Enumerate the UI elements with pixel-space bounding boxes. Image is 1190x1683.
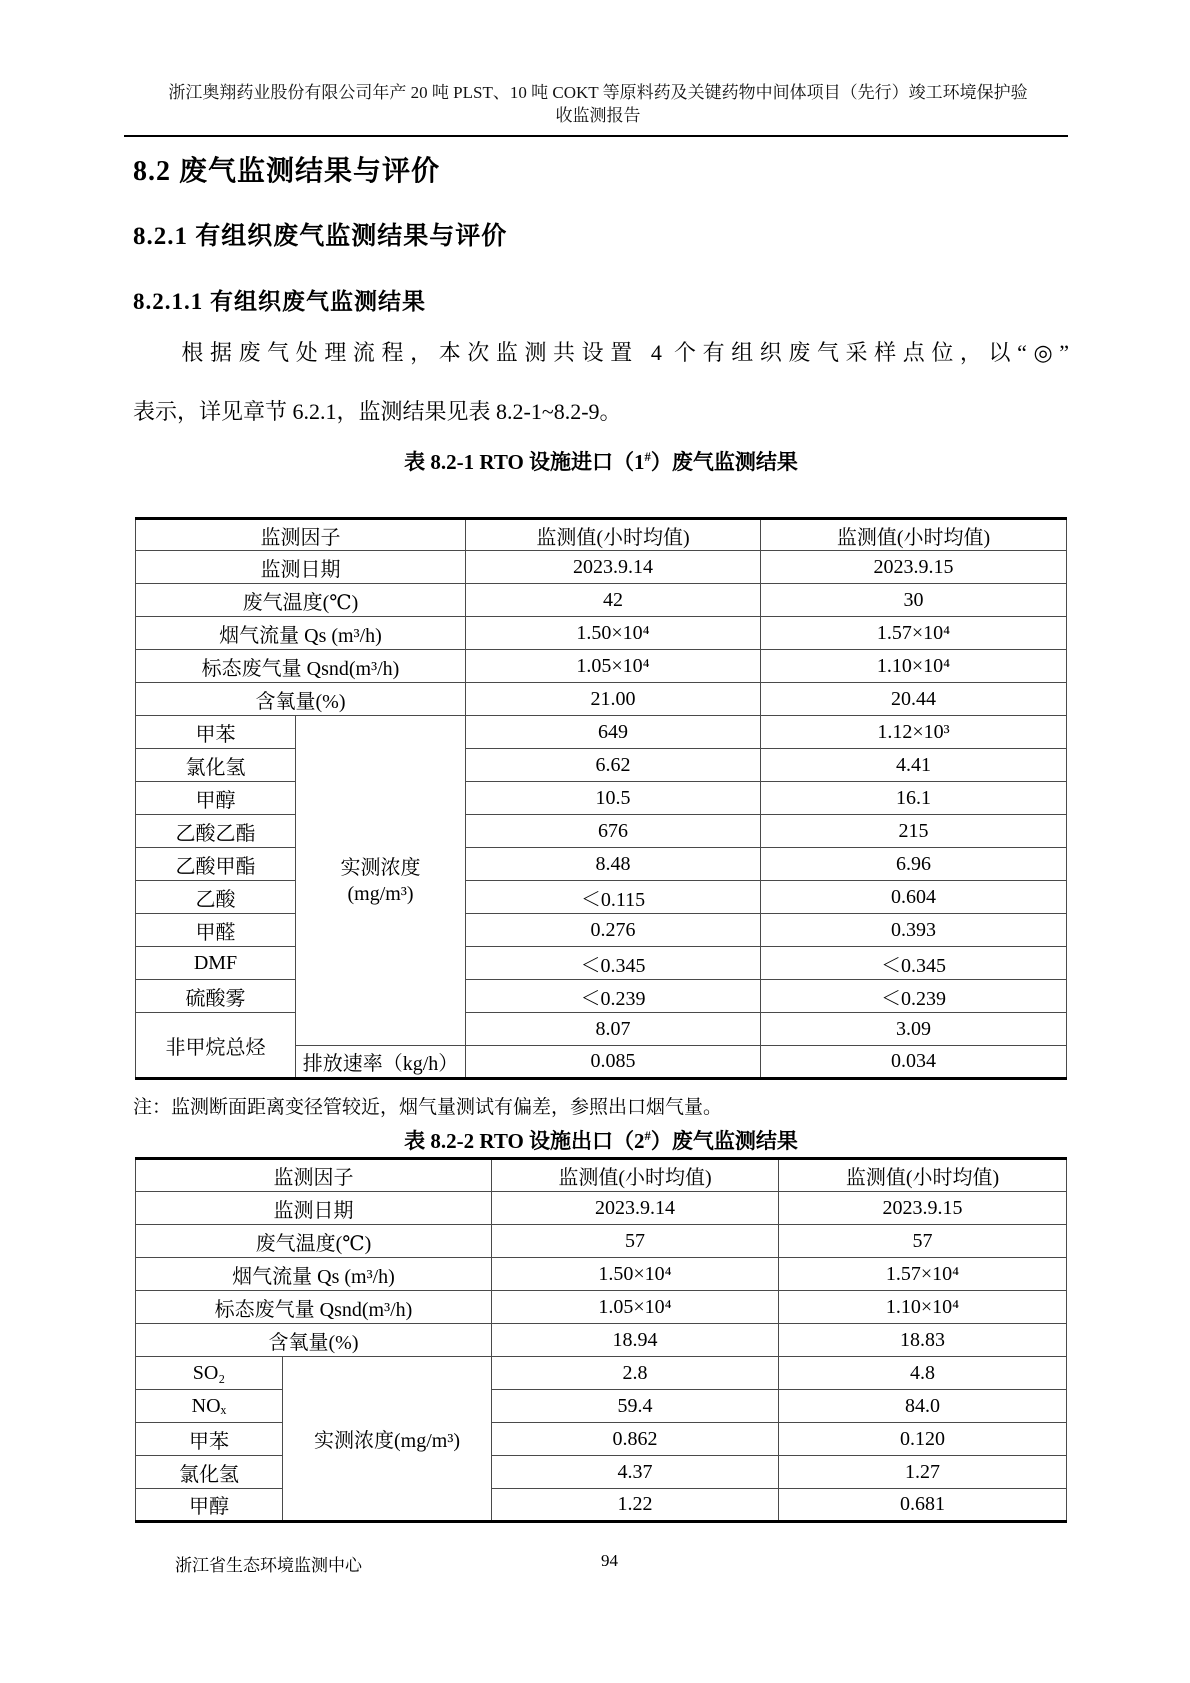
table-row [136,716,1067,749]
table-row [136,1357,1067,1390]
header-line-2: 收监测报告 [555,106,641,125]
table-row [136,519,1067,551]
cell-pollutant: SO₂ [136,1357,283,1390]
cell-value: 4.8 [779,1357,1067,1390]
cell-pollutant: 甲苯 [136,1423,283,1456]
cell-value: ＜0.115 [466,881,761,914]
table-row [136,1291,1067,1324]
cell-pollutant: 硫酸雾 [136,980,296,1013]
cell-pollutant: 甲醇 [136,1489,283,1522]
table-1-title-post: ）废气监测结果 [650,450,798,474]
table-row [136,815,1067,848]
column-header-factor: 监测因子 [136,1159,492,1192]
header-line-1: 浙江奥翔药业股份有限公司年产 20 吨 PLST、10 吨 COKT 等原料药及关键药物中间体项目（先行）竣工环境保护验 [168,83,1028,102]
cell-value: 1.05×10⁴ [492,1291,779,1324]
cell-value: 2023.9.15 [761,551,1067,584]
cell-value: 4.37 [492,1456,779,1489]
cell-pollutant: 甲苯 [136,716,296,749]
table-row [136,749,1067,782]
footer-organization: 浙江省生态环境监测中心 [175,1556,362,1575]
cell-value: 18.83 [779,1324,1067,1357]
cell-factor: 监测日期 [136,1192,492,1225]
cell-value: 1.05×10⁴ [466,650,761,683]
body-paragraph-line-2: 表示，详见章节 6.2.1，监测结果见表 8.2-1~8.2-9。 [133,399,622,424]
body-paragraph-line-1: 根据废气处理流程，本次监测共设置 4 个有组织废气采样点位，以“◎” [181,340,1069,365]
cell-pollutant: NOₓ [136,1390,283,1423]
concentration-label-line-2: (mg/m³) [347,882,414,905]
cell-value: 2023.9.15 [779,1192,1067,1225]
cell-pollutant-nmhc: 非甲烷总烃 [136,1013,296,1079]
table-1-note: 注：监测断面距离变径管较近，烟气量测试有偏差，参照出口烟气量。 [133,1097,723,1118]
cell-value: ＜0.345 [466,947,761,980]
cell-value: 2023.9.14 [492,1192,779,1225]
table-row [136,683,1067,716]
section-heading-8-2-1-1: 8.2.1.1 有组织废气监测结果 [133,289,426,314]
cell-measured-concentration-label: 实测浓度(mg/m³) [283,1357,492,1522]
table-row [136,1390,1067,1423]
cell-value: 0.276 [466,914,761,947]
cell-factor: 烟气流量 Qs (m³/h) [136,1258,492,1291]
table-1-title-pre: 表 8.2-1 RTO 设施进口（1 [404,450,645,474]
table-row [136,914,1067,947]
cell-value: 0.393 [761,914,1067,947]
table-row [136,1013,1067,1046]
cell-value: 6.96 [761,848,1067,881]
cell-value: 1.10×10⁴ [761,650,1067,683]
cell-value: ＜0.239 [761,980,1067,1013]
cell-value: 2.8 [492,1357,779,1390]
header-divider [124,135,1068,137]
table-row [136,584,1067,617]
cell-value: 84.0 [779,1390,1067,1423]
column-header-value-2: 监测值(小时均值) [761,519,1067,551]
cell-factor: 监测日期 [136,551,466,584]
cell-value: 1.12×10³ [761,716,1067,749]
table-row [136,782,1067,815]
cell-value: 1.57×10⁴ [779,1258,1067,1291]
cell-value: 1.50×10⁴ [492,1258,779,1291]
cell-pollutant: DMF [136,947,296,980]
cell-value: 57 [492,1225,779,1258]
table-rto-outlet-results [135,1157,1067,1523]
column-header-value-1: 监测值(小时均值) [466,519,761,551]
table-1-title [133,446,1069,476]
cell-pollutant: 乙酸甲酯 [136,848,296,881]
cell-value: 57 [779,1225,1067,1258]
cell-value: 30 [761,584,1067,617]
table-2-title-superscript: # [644,1129,651,1143]
table-row [136,617,1067,650]
table-row [136,1159,1067,1192]
table-row [136,848,1067,881]
cell-factor: 废气温度(℃) [136,584,466,617]
table-row [136,947,1067,980]
table-rto-inlet-results [135,517,1067,1080]
cell-value: ＜0.239 [466,980,761,1013]
table-row [136,650,1067,683]
table-2-title [133,1125,1069,1155]
cell-pollutant: 氯化氢 [136,1456,283,1489]
cell-value: 0.681 [779,1489,1067,1522]
cell-factor: 标态废气量 Qsnd(m³/h) [136,1291,492,1324]
table-row [136,1324,1067,1357]
table-row [136,1489,1067,1522]
cell-value: 59.4 [492,1390,779,1423]
cell-value: 649 [466,716,761,749]
table-2-title-post: ）废气监测结果 [650,1129,798,1153]
cell-value: 1.57×10⁴ [761,617,1067,650]
section-heading-8-2: 8.2 废气监测结果与评价 [133,156,441,187]
table-row [136,1192,1067,1225]
cell-emission-rate-label: 排放速率（kg/h） [296,1046,466,1079]
cell-value: 676 [466,815,761,848]
cell-value: ＜0.345 [761,947,1067,980]
cell-pollutant: 乙酸乙酯 [136,815,296,848]
cell-value: 1.50×10⁴ [466,617,761,650]
cell-value: 16.1 [761,782,1067,815]
table-row [136,980,1067,1013]
cell-value: 10.5 [466,782,761,815]
cell-factor: 烟气流量 Qs (m³/h) [136,617,466,650]
cell-value: 21.00 [466,683,761,716]
cell-value: 0.120 [779,1423,1067,1456]
cell-value: 8.48 [466,848,761,881]
cell-pollutant: 乙酸 [136,881,296,914]
cell-value: 20.44 [761,683,1067,716]
cell-value: 6.62 [466,749,761,782]
cell-pollutant: 甲醇 [136,782,296,815]
concentration-label-line-1: 实测浓度 [340,856,421,879]
cell-value: 0.034 [761,1046,1067,1079]
column-header-value-1: 监测值(小时均值) [492,1159,779,1192]
cell-value: 18.94 [492,1324,779,1357]
table-row [136,881,1067,914]
table-row [136,551,1067,584]
cell-factor: 废气温度(℃) [136,1225,492,1258]
cell-value: 0.085 [466,1046,761,1079]
cell-value: 4.41 [761,749,1067,782]
cell-value: 42 [466,584,761,617]
table-2-title-pre: 表 8.2-2 RTO 设施出口（2 [404,1129,645,1153]
cell-value: 0.862 [492,1423,779,1456]
cell-factor: 含氧量(%) [136,1324,492,1357]
table-row [136,1456,1067,1489]
column-header-value-2: 监测值(小时均值) [779,1159,1067,1192]
cell-value: 3.09 [761,1013,1067,1046]
cell-measured-concentration-label [296,716,466,1046]
document-header [128,81,1068,127]
table-row [136,1258,1067,1291]
table-1-title-superscript: # [644,450,651,464]
cell-value: 2023.9.14 [466,551,761,584]
cell-value: 1.22 [492,1489,779,1522]
column-header-factor: 监测因子 [136,519,466,551]
cell-factor: 含氧量(%) [136,683,466,716]
table-row [136,1423,1067,1456]
cell-pollutant: 甲醛 [136,914,296,947]
section-heading-8-2-1: 8.2.1 有组织废气监测结果与评价 [133,223,508,250]
cell-factor: 标态废气量 Qsnd(m³/h) [136,650,466,683]
table-row [136,1225,1067,1258]
cell-pollutant: 氯化氢 [136,749,296,782]
cell-value: 0.604 [761,881,1067,914]
cell-value: 8.07 [466,1013,761,1046]
cell-value: 1.27 [779,1456,1067,1489]
cell-value: 215 [761,815,1067,848]
cell-value: 1.10×10⁴ [779,1291,1067,1324]
footer-page-number: 94 [601,1551,618,1570]
